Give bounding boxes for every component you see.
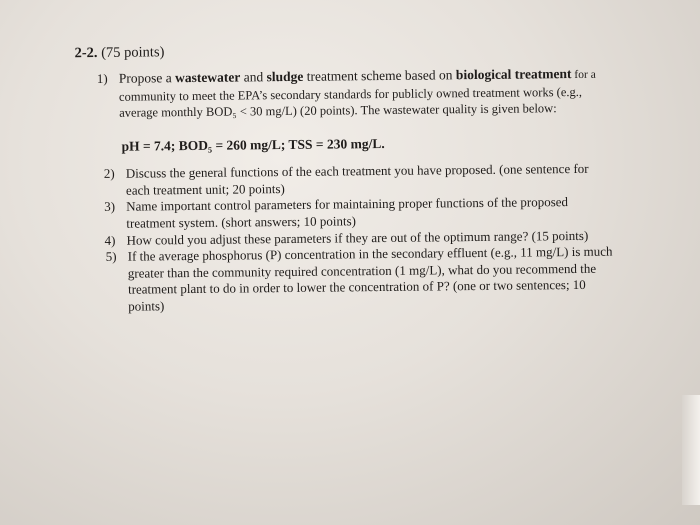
bold-term-biological-treatment: biological treatment xyxy=(455,66,572,83)
question-number: 2) xyxy=(103,165,115,181)
problem-points: (75 points) xyxy=(101,44,165,61)
question-4-line-1: How could you adjust these parameters if they are out of the optimum range? (15 points) xyxy=(126,227,589,248)
bold-term-sludge: sludge xyxy=(266,68,304,85)
question-1-line-3: average monthly BOD₅ < 30 mg/L) (20 points). The wastewater quality is given below: xyxy=(119,101,557,120)
water-quality-line: pH = 7.4; BOD₅ = 260 mg/L; TSS = 230 mg/L. xyxy=(121,135,385,154)
text-run: Propose a xyxy=(118,70,176,86)
question-number: 4) xyxy=(104,232,116,248)
paper-edge-scrap xyxy=(682,395,700,505)
bold-term-wastewater: wastewater xyxy=(174,69,241,86)
text-run: for a xyxy=(571,68,596,82)
question-text xyxy=(126,160,646,198)
question-text xyxy=(119,65,640,121)
problem-header xyxy=(74,44,164,61)
question-text xyxy=(128,243,649,314)
question-number: 5) xyxy=(105,248,117,264)
question-text xyxy=(126,193,646,231)
question-2-line-2: each treatment unit; 20 points) xyxy=(125,180,285,198)
question-5-line-2: greater than the community required concentration (1 mg/L), what do you recommend the xyxy=(127,260,597,281)
question-3-line-2: treatment system. (short answers; 10 points) xyxy=(126,212,357,231)
question-5-line-3: treatment plant to do in order to lower the concentration of P? (one or two sentences; 10 xyxy=(127,276,586,297)
question-1-line-2: community to meet the EPA’s secondary standards for publicly owned treatment works (e.g., xyxy=(118,84,583,104)
question-5-line-4: points) xyxy=(128,297,165,314)
question-2-line-1: Discuss the general functions of the each treatment you have proposed. (one sentence for xyxy=(125,160,589,181)
text-run: treatment scheme based on xyxy=(303,67,456,84)
text-run: and xyxy=(240,69,267,85)
problem-number: 2-2. xyxy=(74,44,98,62)
question-number: 3) xyxy=(104,198,116,214)
question-3-line-1: Name important control parameters for maintaining proper functions of the proposed xyxy=(126,194,569,214)
question-5-line-1: If the average phosphorus (P) concentration in the secondary effluent (e.g., 11 mg/L) is much xyxy=(127,243,613,264)
question-number: 1) xyxy=(96,70,108,86)
